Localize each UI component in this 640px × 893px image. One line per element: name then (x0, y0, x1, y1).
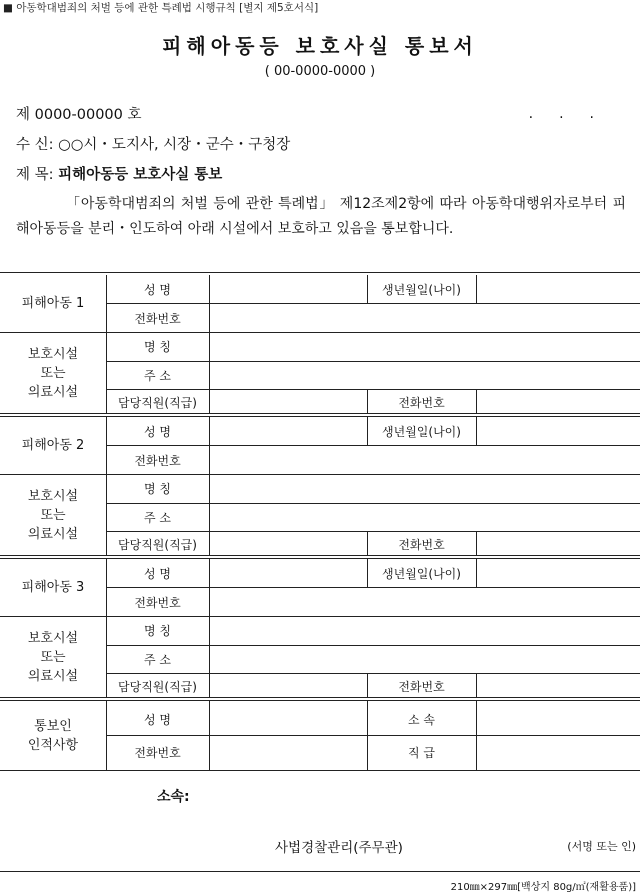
recipient-line (16, 133, 290, 154)
child-phone-label: 전화번호 (134, 454, 181, 468)
footer-divider (0, 871, 640, 872)
table-divider (367, 417, 368, 445)
table-divider (209, 701, 210, 770)
table-divider (209, 417, 210, 556)
table-divider (106, 701, 107, 770)
facility-name-label: 명 칭 (144, 482, 171, 496)
facility-phone-label: 전화번호 (398, 396, 445, 410)
child-birth-label: 생년월일(나이) (382, 425, 461, 439)
table-divider (209, 275, 210, 414)
facility-address-label: 주 소 (144, 653, 171, 667)
notifier-phone-label: 전화번호 (134, 746, 181, 760)
facility-phone-label: 전화번호 (398, 680, 445, 694)
section-label-line: 피해아동 3 (21, 580, 85, 595)
victim-child-label-1 (0, 294, 106, 313)
table-divider (367, 275, 368, 303)
child-birth-label: 생년월일(나이) (382, 567, 461, 581)
table-rule (0, 474, 640, 475)
table-divider (476, 673, 477, 698)
subject-line (16, 163, 222, 184)
table-rule (106, 389, 640, 390)
body-paragraph: 「아동학대범죄의 처벌 등에 관한 특례법」 제12조제2항에 따라 아동학대행위자로부터 피해아동등을 분리・인도하여 아래 시설에서 보호하고 있음을 통보합니다. (16, 196, 626, 237)
table-rule (106, 645, 640, 646)
section-label-line: 의료시설 (27, 668, 79, 684)
group-separator (0, 697, 640, 698)
facility-staff-label: 담당직원(직급) (118, 396, 197, 410)
table-divider (476, 417, 477, 445)
victim-child-label-2 (0, 436, 106, 455)
group-separator (0, 700, 640, 701)
section-label-line: 의료시설 (27, 526, 79, 542)
victim-child-label-3 (0, 578, 106, 597)
section-label-line: 보호시설 (27, 346, 79, 362)
facility-address-label: 주 소 (144, 511, 171, 525)
section-label-line: 피해아동 2 (21, 438, 85, 453)
facility-label-1 (0, 345, 106, 402)
table-rule (0, 332, 640, 333)
table-divider (367, 531, 368, 556)
document-title: 피해아동등 보호사실 통보서 (162, 34, 478, 58)
child-name-label: 성 명 (144, 283, 171, 297)
table-divider (209, 559, 210, 698)
signature-note: (서명 또는 인) (567, 840, 636, 853)
table-divider (476, 701, 477, 770)
table-divider (476, 275, 477, 303)
facility-name-label: 명 칭 (144, 340, 171, 354)
facility-staff-label: 담당직원(직급) (118, 538, 197, 552)
table-rule (106, 735, 640, 736)
table-rule (106, 361, 640, 362)
recipient-label: 수 신: (16, 137, 54, 153)
table-divider (367, 673, 368, 698)
form-reference: ■ 아동학대범죄의 처벌 등에 관한 특례법 시행규칙 [별지 제5호서식] (3, 2, 319, 14)
table-divider (106, 559, 107, 698)
group-separator (0, 555, 640, 556)
affiliation-label: 소속: (157, 789, 190, 805)
group-separator (0, 558, 640, 559)
table-divider (106, 275, 107, 414)
section-label-line: 통보인 (34, 718, 72, 734)
section-label-line: 인적사항 (27, 737, 79, 753)
table-rule (106, 445, 640, 446)
child-phone-label: 전화번호 (134, 596, 181, 610)
facility-address-label: 주 소 (144, 369, 171, 383)
group-separator (0, 413, 640, 414)
facility-name-label: 명 칭 (144, 624, 171, 638)
notifier-label (0, 717, 106, 755)
facility-label-2 (0, 487, 106, 544)
letter-number: 제 0000-00000 호 (16, 107, 142, 123)
table-divider (476, 389, 477, 414)
notifier-name-label: 성 명 (144, 713, 171, 727)
signer-title: 사법경찰관리(주무관) (275, 840, 403, 856)
table-divider (476, 531, 477, 556)
facility-label-3 (0, 629, 106, 686)
date-placeholder: ... (528, 106, 620, 122)
table-rule (106, 673, 640, 674)
table-rule (106, 531, 640, 532)
table-divider (476, 559, 477, 587)
section-label-line: 또는 (40, 649, 66, 665)
paper-spec: 210㎜×297㎜[백상지 80g/㎡(재활용품)] (450, 882, 636, 893)
subject-value: 피해아동등 보호사실 통보 (58, 167, 223, 183)
table-rule (106, 587, 640, 588)
facility-staff-label: 담당직원(직급) (118, 680, 197, 694)
notifier-affiliation-label: 소 속 (408, 713, 435, 727)
table-divider (367, 389, 368, 414)
section-label-line: 또는 (40, 365, 66, 381)
child-name-label: 성 명 (144, 425, 171, 439)
subject-label: 제 목: (16, 167, 54, 183)
table-top-border (0, 272, 640, 273)
table-divider (367, 701, 368, 770)
section-label-line: 또는 (40, 507, 66, 523)
section-label-line: 의료시설 (27, 384, 79, 400)
section-label-line: 피해아동 1 (21, 296, 85, 311)
table-divider (367, 559, 368, 587)
table-rule (0, 616, 640, 617)
child-phone-label: 전화번호 (134, 312, 181, 326)
document-number: ( 00-0000-0000 ) (264, 64, 376, 79)
child-name-label: 성 명 (144, 567, 171, 581)
child-birth-label: 생년월일(나이) (382, 283, 461, 297)
notifier-rank-label: 직 급 (408, 746, 435, 760)
facility-phone-label: 전화번호 (398, 538, 445, 552)
table-rule (106, 503, 640, 504)
table-bottom-border (0, 770, 640, 771)
section-label-line: 보호시설 (27, 630, 79, 646)
section-label-line: 보호시설 (27, 488, 79, 504)
table-rule (106, 303, 640, 304)
recipient-value: ○○시・도지사, 시장・군수・구청장 (58, 137, 291, 153)
group-separator (0, 416, 640, 417)
table-divider (106, 417, 107, 556)
